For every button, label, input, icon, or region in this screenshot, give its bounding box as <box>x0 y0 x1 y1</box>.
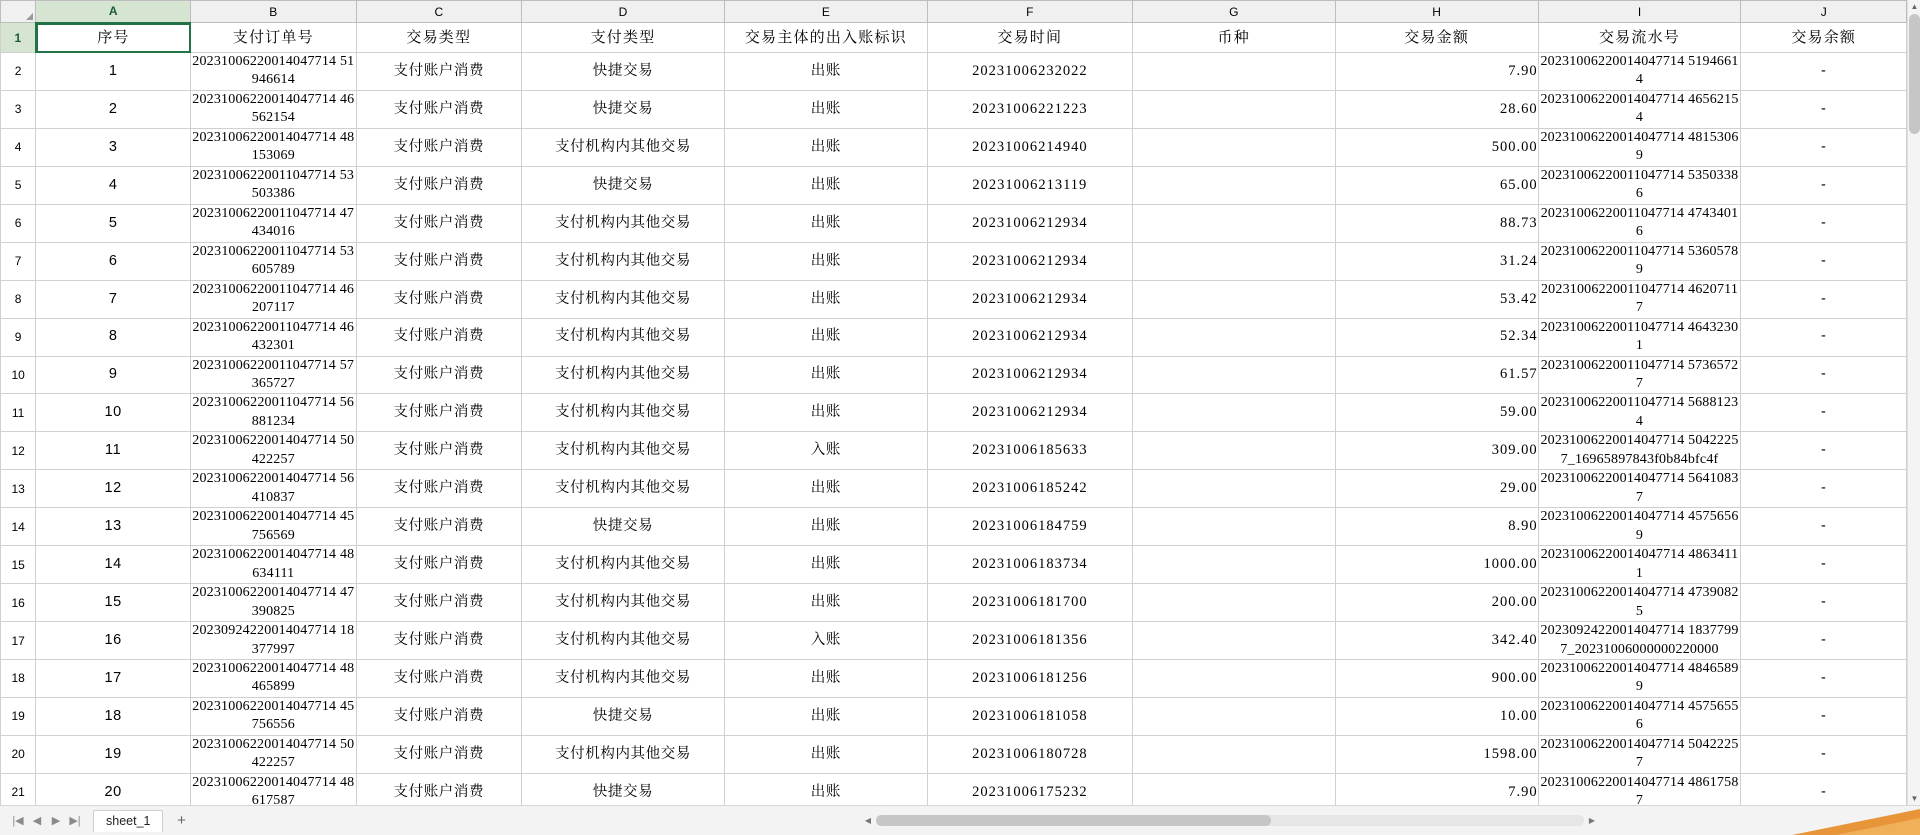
cell-r4-c1[interactable]: 20231006220014047714 48153069 <box>191 128 357 166</box>
cell-r14-c7[interactable]: 8.90 <box>1335 508 1538 546</box>
table-row[interactable] <box>1 204 1907 242</box>
cell-r16-c4[interactable]: 出账 <box>724 584 927 622</box>
cell-r14-c0[interactable]: 13 <box>36 508 191 546</box>
table-row[interactable] <box>1 242 1907 280</box>
header-cell-a1[interactable]: 序号 <box>36 23 191 53</box>
cell-r9-c2[interactable]: 支付账户消费 <box>356 318 522 356</box>
cell-r11-c0[interactable]: 10 <box>36 394 191 432</box>
cell-r8-c8[interactable]: 20231006220011047714 46207117 <box>1538 280 1741 318</box>
cell-r8-c2[interactable]: 支付账户消费 <box>356 280 522 318</box>
cell-r5-c1[interactable]: 20231006220011047714 53503386 <box>191 166 357 204</box>
table-row[interactable] <box>1 90 1907 128</box>
scroll-right-icon[interactable]: ▶ <box>1588 815 1596 825</box>
column-header-h[interactable]: H <box>1335 1 1538 23</box>
cell-r10-c6[interactable] <box>1132 356 1335 394</box>
cell-r18-c3[interactable]: 支付机构内其他交易 <box>522 660 725 698</box>
cell-r7-c9[interactable]: - <box>1741 242 1907 280</box>
scroll-up-icon[interactable]: ▲ <box>1910 2 1919 11</box>
row-header-2[interactable]: 2 <box>1 53 36 91</box>
row-header-20[interactable]: 20 <box>1 735 36 773</box>
cell-r15-c6[interactable] <box>1132 546 1335 584</box>
cell-r7-c2[interactable]: 支付账户消费 <box>356 242 522 280</box>
cell-r5-c3[interactable]: 快捷交易 <box>522 166 725 204</box>
table-row[interactable] <box>1 394 1907 432</box>
scroll-left-icon[interactable]: ◀ <box>864 815 872 825</box>
cell-r13-c2[interactable]: 支付账户消费 <box>356 470 522 508</box>
prev-sheet-icon[interactable]: ◀ <box>32 815 42 827</box>
sheet-tab-sheet1[interactable]: sheet_1 <box>93 810 163 832</box>
cell-r17-c9[interactable]: - <box>1741 622 1907 660</box>
cell-r11-c9[interactable]: - <box>1741 394 1907 432</box>
cell-r10-c2[interactable]: 支付账户消费 <box>356 356 522 394</box>
cell-r5-c7[interactable]: 65.00 <box>1335 166 1538 204</box>
header-cell-c1[interactable]: 交易类型 <box>356 23 522 53</box>
row-header-9[interactable]: 9 <box>1 318 36 356</box>
header-cell-b1[interactable]: 支付订单号 <box>191 23 357 53</box>
cell-r12-c5[interactable]: 20231006185633 <box>927 432 1132 470</box>
cell-r4-c9[interactable]: - <box>1741 128 1907 166</box>
cell-r11-c6[interactable] <box>1132 394 1335 432</box>
header-cell-f1[interactable]: 交易时间 <box>927 23 1132 53</box>
cell-r15-c4[interactable]: 出账 <box>724 546 927 584</box>
cell-r20-c1[interactable]: 20231006220014047714 50422257 <box>191 735 357 773</box>
cell-r5-c9[interactable]: - <box>1741 166 1907 204</box>
cell-r13-c4[interactable]: 出账 <box>724 470 927 508</box>
cell-r14-c2[interactable]: 支付账户消费 <box>356 508 522 546</box>
cell-r20-c9[interactable]: - <box>1741 735 1907 773</box>
table-row[interactable] <box>1 318 1907 356</box>
column-header-a[interactable]: A <box>36 1 191 23</box>
cell-r21-c4[interactable]: 出账 <box>724 773 927 805</box>
cell-r3-c6[interactable] <box>1132 90 1335 128</box>
cell-r12-c0[interactable]: 11 <box>36 432 191 470</box>
next-sheet-icon[interactable]: ▶ <box>51 815 61 827</box>
cell-r8-c6[interactable] <box>1132 280 1335 318</box>
cell-r9-c1[interactable]: 20231006220011047714 46432301 <box>191 318 357 356</box>
cell-r12-c3[interactable]: 支付机构内其他交易 <box>522 432 725 470</box>
table-row[interactable] <box>1 773 1907 805</box>
table-row[interactable] <box>1 23 1907 53</box>
cell-r3-c1[interactable]: 20231006220014047714 46562154 <box>191 90 357 128</box>
cell-r15-c5[interactable]: 20231006183734 <box>927 546 1132 584</box>
header-cell-h1[interactable]: 交易金额 <box>1335 23 1538 53</box>
cell-r18-c2[interactable]: 支付账户消费 <box>356 660 522 698</box>
cell-r9-c6[interactable] <box>1132 318 1335 356</box>
column-header-e[interactable]: E <box>724 1 927 23</box>
cell-r8-c5[interactable]: 20231006212934 <box>927 280 1132 318</box>
cell-r5-c6[interactable] <box>1132 166 1335 204</box>
cell-r6-c6[interactable] <box>1132 204 1335 242</box>
cell-r16-c8[interactable]: 20231006220014047714 47390825 <box>1538 584 1741 622</box>
cell-r21-c1[interactable]: 20231006220014047714 48617587 <box>191 773 357 805</box>
column-header-g[interactable]: G <box>1132 1 1335 23</box>
column-header-b[interactable]: B <box>191 1 357 23</box>
cell-r13-c8[interactable]: 20231006220014047714 56410837 <box>1538 470 1741 508</box>
cell-r18-c1[interactable]: 20231006220014047714 48465899 <box>191 660 357 698</box>
cell-r2-c2[interactable]: 支付账户消费 <box>356 53 522 91</box>
horizontal-scroll-track[interactable] <box>876 815 1584 826</box>
select-all-corner[interactable] <box>1 1 36 23</box>
cell-r21-c8[interactable]: 20231006220014047714 48617587 <box>1538 773 1741 805</box>
row-header-6[interactable]: 6 <box>1 204 36 242</box>
status-bar <box>0 805 1920 835</box>
cell-r2-c4[interactable]: 出账 <box>724 53 927 91</box>
cell-r6-c0[interactable]: 5 <box>36 204 191 242</box>
cell-r12-c8[interactable]: 20231006220014047714 50422257_16965897843f0b84bfc4f <box>1538 432 1741 470</box>
cell-r3-c3[interactable]: 快捷交易 <box>522 90 725 128</box>
vertical-scroll-thumb[interactable] <box>1909 14 1920 134</box>
cell-r10-c4[interactable]: 出账 <box>724 356 927 394</box>
cell-r20-c4[interactable]: 出账 <box>724 735 927 773</box>
cell-r4-c3[interactable]: 支付机构内其他交易 <box>522 128 725 166</box>
row-header-5[interactable]: 5 <box>1 166 36 204</box>
cell-r3-c2[interactable]: 支付账户消费 <box>356 90 522 128</box>
cell-r5-c4[interactable]: 出账 <box>724 166 927 204</box>
header-cell-d1[interactable]: 支付类型 <box>522 23 725 53</box>
cell-r10-c1[interactable]: 20231006220011047714 57365727 <box>191 356 357 394</box>
cell-r21-c2[interactable]: 支付账户消费 <box>356 773 522 805</box>
row-header-18[interactable]: 18 <box>1 660 36 698</box>
cell-r11-c5[interactable]: 20231006212934 <box>927 394 1132 432</box>
cell-r5-c8[interactable]: 20231006220011047714 53503386 <box>1538 166 1741 204</box>
sheet-navigation[interactable] <box>0 812 89 830</box>
cell-r16-c1[interactable]: 20231006220014047714 47390825 <box>191 584 357 622</box>
cell-r6-c7[interactable]: 88.73 <box>1335 204 1538 242</box>
cell-r10-c7[interactable]: 61.57 <box>1335 356 1538 394</box>
cell-r17-c3[interactable]: 支付机构内其他交易 <box>522 622 725 660</box>
cell-r13-c5[interactable]: 20231006185242 <box>927 470 1132 508</box>
cell-r14-c5[interactable]: 20231006184759 <box>927 508 1132 546</box>
cell-r12-c2[interactable]: 支付账户消费 <box>356 432 522 470</box>
cell-r21-c6[interactable] <box>1132 773 1335 805</box>
table-row[interactable] <box>1 470 1907 508</box>
cell-r4-c7[interactable]: 500.00 <box>1335 128 1538 166</box>
row-header-1[interactable]: 1 <box>1 23 36 53</box>
cell-r19-c6[interactable] <box>1132 697 1335 735</box>
row-header-14[interactable]: 14 <box>1 508 36 546</box>
table-row[interactable] <box>1 128 1907 166</box>
cell-r10-c5[interactable]: 20231006212934 <box>927 356 1132 394</box>
last-sheet-icon[interactable]: ▶| <box>69 815 81 827</box>
cell-r7-c3[interactable]: 支付机构内其他交易 <box>522 242 725 280</box>
cell-r9-c5[interactable]: 20231006212934 <box>927 318 1132 356</box>
cell-r18-c6[interactable] <box>1132 660 1335 698</box>
cell-r14-c6[interactable] <box>1132 508 1335 546</box>
column-header-row[interactable] <box>1 1 1907 23</box>
cell-r8-c0[interactable]: 7 <box>36 280 191 318</box>
cell-r9-c8[interactable]: 20231006220011047714 46432301 <box>1538 318 1741 356</box>
header-cell-g1[interactable]: 币种 <box>1132 23 1335 53</box>
cell-r3-c5[interactable]: 20231006221223 <box>927 90 1132 128</box>
cell-r21-c5[interactable]: 20231006175232 <box>927 773 1132 805</box>
cell-r9-c4[interactable]: 出账 <box>724 318 927 356</box>
cell-r6-c9[interactable]: - <box>1741 204 1907 242</box>
cell-r21-c9[interactable]: - <box>1741 773 1907 805</box>
cell-r4-c6[interactable] <box>1132 128 1335 166</box>
cell-r19-c1[interactable]: 20231006220014047714 45756556 <box>191 697 357 735</box>
row-header-10[interactable]: 10 <box>1 356 36 394</box>
cell-r7-c5[interactable]: 20231006212934 <box>927 242 1132 280</box>
cell-r8-c9[interactable]: - <box>1741 280 1907 318</box>
cell-r9-c7[interactable]: 52.34 <box>1335 318 1538 356</box>
cell-r10-c8[interactable]: 20231006220011047714 57365727 <box>1538 356 1741 394</box>
cell-r3-c0[interactable]: 2 <box>36 90 191 128</box>
cell-r13-c1[interactable]: 20231006220014047714 56410837 <box>191 470 357 508</box>
cell-r4-c4[interactable]: 出账 <box>724 128 927 166</box>
cell-r4-c8[interactable]: 20231006220014047714 48153069 <box>1538 128 1741 166</box>
cell-r6-c8[interactable]: 20231006220011047714 47434016 <box>1538 204 1741 242</box>
row-header-8[interactable]: 8 <box>1 280 36 318</box>
cell-r17-c7[interactable]: 342.40 <box>1335 622 1538 660</box>
cell-r13-c9[interactable]: - <box>1741 470 1907 508</box>
cell-r11-c8[interactable]: 20231006220011047714 56881234 <box>1538 394 1741 432</box>
cell-r20-c2[interactable]: 支付账户消费 <box>356 735 522 773</box>
cell-r13-c7[interactable]: 29.00 <box>1335 470 1538 508</box>
column-header-c[interactable]: C <box>356 1 522 23</box>
cell-r15-c8[interactable]: 20231006220014047714 48634111 <box>1538 546 1741 584</box>
cell-r16-c2[interactable]: 支付账户消费 <box>356 584 522 622</box>
cell-r2-c6[interactable] <box>1132 53 1335 91</box>
cell-r3-c8[interactable]: 20231006220014047714 46562154 <box>1538 90 1741 128</box>
cell-r11-c2[interactable]: 支付账户消费 <box>356 394 522 432</box>
add-sheet-button[interactable]: + <box>177 812 186 829</box>
cell-r11-c3[interactable]: 支付机构内其他交易 <box>522 394 725 432</box>
table-row[interactable] <box>1 53 1907 91</box>
cell-r7-c8[interactable]: 20231006220011047714 53605789 <box>1538 242 1741 280</box>
cell-r15-c0[interactable]: 14 <box>36 546 191 584</box>
row-header-3[interactable]: 3 <box>1 90 36 128</box>
cell-r20-c7[interactable]: 1598.00 <box>1335 735 1538 773</box>
cell-r7-c1[interactable]: 20231006220011047714 53605789 <box>191 242 357 280</box>
table-row[interactable] <box>1 356 1907 394</box>
cell-r3-c7[interactable]: 28.60 <box>1335 90 1538 128</box>
cell-r9-c3[interactable]: 支付机构内其他交易 <box>522 318 725 356</box>
cell-r4-c2[interactable]: 支付账户消费 <box>356 128 522 166</box>
cell-r5-c5[interactable]: 20231006213119 <box>927 166 1132 204</box>
column-header-f[interactable]: F <box>927 1 1132 23</box>
cell-r6-c5[interactable]: 20231006212934 <box>927 204 1132 242</box>
cell-r6-c4[interactable]: 出账 <box>724 204 927 242</box>
row-header-12[interactable]: 12 <box>1 432 36 470</box>
cell-r10-c9[interactable]: - <box>1741 356 1907 394</box>
row-header-17[interactable]: 17 <box>1 622 36 660</box>
cell-r18-c8[interactable]: 20231006220014047714 48465899 <box>1538 660 1741 698</box>
column-header-d[interactable]: D <box>522 1 725 23</box>
cell-r11-c1[interactable]: 20231006220011047714 56881234 <box>191 394 357 432</box>
cell-r7-c4[interactable]: 出账 <box>724 242 927 280</box>
cell-r19-c8[interactable]: 20231006220014047714 45756556 <box>1538 697 1741 735</box>
cell-r17-c2[interactable]: 支付账户消费 <box>356 622 522 660</box>
cell-r5-c0[interactable]: 4 <box>36 166 191 204</box>
table-row[interactable] <box>1 546 1907 584</box>
cell-r20-c6[interactable] <box>1132 735 1335 773</box>
cell-r3-c4[interactable]: 出账 <box>724 90 927 128</box>
cell-r17-c0[interactable]: 16 <box>36 622 191 660</box>
cell-r18-c9[interactable]: - <box>1741 660 1907 698</box>
row-header-21[interactable]: 21 <box>1 773 36 805</box>
cell-r7-c7[interactable]: 31.24 <box>1335 242 1538 280</box>
row-header-7[interactable]: 7 <box>1 242 36 280</box>
horizontal-scrollbar[interactable] <box>860 812 1600 828</box>
cell-r20-c5[interactable]: 20231006180728 <box>927 735 1132 773</box>
cell-r17-c1[interactable]: 20230924220014047714 18377997 <box>191 622 357 660</box>
cell-r21-c7[interactable]: 7.90 <box>1335 773 1538 805</box>
cell-r15-c9[interactable]: - <box>1741 546 1907 584</box>
cell-r6-c2[interactable]: 支付账户消费 <box>356 204 522 242</box>
cell-r15-c3[interactable]: 支付机构内其他交易 <box>522 546 725 584</box>
cell-r4-c0[interactable]: 3 <box>36 128 191 166</box>
cell-r13-c3[interactable]: 支付机构内其他交易 <box>522 470 725 508</box>
table-row[interactable] <box>1 166 1907 204</box>
cell-r13-c0[interactable]: 12 <box>36 470 191 508</box>
cell-r12-c9[interactable]: - <box>1741 432 1907 470</box>
cell-r21-c3[interactable]: 快捷交易 <box>522 773 725 805</box>
table-row[interactable] <box>1 280 1907 318</box>
cell-r21-c0[interactable]: 20 <box>36 773 191 805</box>
cell-r10-c3[interactable]: 支付机构内其他交易 <box>522 356 725 394</box>
scroll-down-icon[interactable]: ▼ <box>1910 794 1919 803</box>
cell-r19-c2[interactable]: 支付账户消费 <box>356 697 522 735</box>
cell-r6-c1[interactable]: 20231006220011047714 47434016 <box>191 204 357 242</box>
table-row[interactable] <box>1 622 1907 660</box>
cell-r2-c1[interactable]: 20231006220014047714 51946614 <box>191 53 357 91</box>
row-header-16[interactable]: 16 <box>1 584 36 622</box>
cell-r16-c5[interactable]: 20231006181700 <box>927 584 1132 622</box>
first-sheet-icon[interactable]: |◀ <box>12 815 24 827</box>
cell-r8-c7[interactable]: 53.42 <box>1335 280 1538 318</box>
row-header-13[interactable]: 13 <box>1 470 36 508</box>
table-row[interactable] <box>1 697 1907 735</box>
cell-r10-c0[interactable]: 9 <box>36 356 191 394</box>
header-cell-i1[interactable]: 交易流水号 <box>1538 23 1741 53</box>
row-header-19[interactable]: 19 <box>1 697 36 735</box>
select-all-corner-icon <box>26 13 33 20</box>
cell-r16-c7[interactable]: 200.00 <box>1335 584 1538 622</box>
cell-r2-c7[interactable]: 7.90 <box>1335 53 1538 91</box>
cell-r2-c9[interactable]: - <box>1741 53 1907 91</box>
cell-r2-c3[interactable]: 快捷交易 <box>522 53 725 91</box>
cell-r18-c0[interactable]: 17 <box>36 660 191 698</box>
cell-r12-c1[interactable]: 20231006220014047714 50422257 <box>191 432 357 470</box>
cell-r16-c3[interactable]: 支付机构内其他交易 <box>522 584 725 622</box>
table-row[interactable] <box>1 432 1907 470</box>
row-header-4[interactable]: 4 <box>1 128 36 166</box>
cell-r2-c8[interactable]: 20231006220014047714 51946614 <box>1538 53 1741 91</box>
cell-r20-c8[interactable]: 20231006220014047714 50422257 <box>1538 735 1741 773</box>
cell-r14-c3[interactable]: 快捷交易 <box>522 508 725 546</box>
cell-r13-c6[interactable] <box>1132 470 1335 508</box>
cell-r12-c6[interactable] <box>1132 432 1335 470</box>
table-row[interactable] <box>1 735 1907 773</box>
horizontal-scroll-thumb[interactable] <box>876 815 1271 826</box>
cell-r17-c4[interactable]: 入账 <box>724 622 927 660</box>
table-row[interactable] <box>1 584 1907 622</box>
table-row[interactable] <box>1 508 1907 546</box>
cell-r11-c4[interactable]: 出账 <box>724 394 927 432</box>
row-header-11[interactable]: 11 <box>1 394 36 432</box>
cell-r3-c9[interactable]: - <box>1741 90 1907 128</box>
cell-r14-c1[interactable]: 20231006220014047714 45756569 <box>191 508 357 546</box>
cell-r18-c5[interactable]: 20231006181256 <box>927 660 1132 698</box>
cell-r6-c3[interactable]: 支付机构内其他交易 <box>522 204 725 242</box>
cell-r20-c0[interactable]: 19 <box>36 735 191 773</box>
cell-r14-c9[interactable]: - <box>1741 508 1907 546</box>
cell-r8-c3[interactable]: 支付机构内其他交易 <box>522 280 725 318</box>
cell-r16-c9[interactable]: - <box>1741 584 1907 622</box>
cell-r19-c4[interactable]: 出账 <box>724 697 927 735</box>
cell-r16-c6[interactable] <box>1132 584 1335 622</box>
table-row[interactable] <box>1 660 1907 698</box>
cell-r20-c3[interactable]: 支付机构内其他交易 <box>522 735 725 773</box>
cell-r8-c4[interactable]: 出账 <box>724 280 927 318</box>
cell-r14-c8[interactable]: 20231006220014047714 45756569 <box>1538 508 1741 546</box>
vertical-scrollbar[interactable] <box>1907 0 1920 805</box>
cell-r17-c6[interactable] <box>1132 622 1335 660</box>
cell-r4-c5[interactable]: 20231006214940 <box>927 128 1132 166</box>
cell-r11-c7[interactable]: 59.00 <box>1335 394 1538 432</box>
cell-r19-c9[interactable]: - <box>1741 697 1907 735</box>
cell-r12-c7[interactable]: 309.00 <box>1335 432 1538 470</box>
cell-r14-c4[interactable]: 出账 <box>724 508 927 546</box>
column-header-i[interactable]: I <box>1538 1 1741 23</box>
cell-r17-c8[interactable]: 20230924220014047714 18377997_20231006000000220000 <box>1538 622 1741 660</box>
cell-r15-c2[interactable]: 支付账户消费 <box>356 546 522 584</box>
cell-r15-c7[interactable]: 1000.00 <box>1335 546 1538 584</box>
cell-r18-c7[interactable]: 900.00 <box>1335 660 1538 698</box>
corner-decoration-inner <box>1836 818 1920 835</box>
cell-r7-c0[interactable]: 6 <box>36 242 191 280</box>
cell-r16-c0[interactable]: 15 <box>36 584 191 622</box>
cell-r18-c4[interactable]: 出账 <box>724 660 927 698</box>
cell-r19-c3[interactable]: 快捷交易 <box>522 697 725 735</box>
cell-r7-c6[interactable] <box>1132 242 1335 280</box>
cell-r12-c4[interactable]: 入账 <box>724 432 927 470</box>
header-cell-e1[interactable]: 交易主体的出入账标识 <box>724 23 927 53</box>
cell-r8-c1[interactable]: 20231006220011047714 46207117 <box>191 280 357 318</box>
column-header-j[interactable]: J <box>1741 1 1907 23</box>
cell-r19-c0[interactable]: 18 <box>36 697 191 735</box>
cell-r19-c5[interactable]: 20231006181058 <box>927 697 1132 735</box>
cell-r19-c7[interactable]: 10.00 <box>1335 697 1538 735</box>
cell-r9-c0[interactable]: 8 <box>36 318 191 356</box>
header-cell-j1[interactable]: 交易余额 <box>1741 23 1907 53</box>
cell-r17-c5[interactable]: 20231006181356 <box>927 622 1132 660</box>
cell-r2-c5[interactable]: 20231006232022 <box>927 53 1132 91</box>
cell-r9-c9[interactable]: - <box>1741 318 1907 356</box>
cell-r15-c1[interactable]: 20231006220014047714 48634111 <box>191 546 357 584</box>
row-header-15[interactable]: 15 <box>1 546 36 584</box>
cell-r5-c2[interactable]: 支付账户消费 <box>356 166 522 204</box>
cell-r2-c0[interactable]: 1 <box>36 53 191 91</box>
